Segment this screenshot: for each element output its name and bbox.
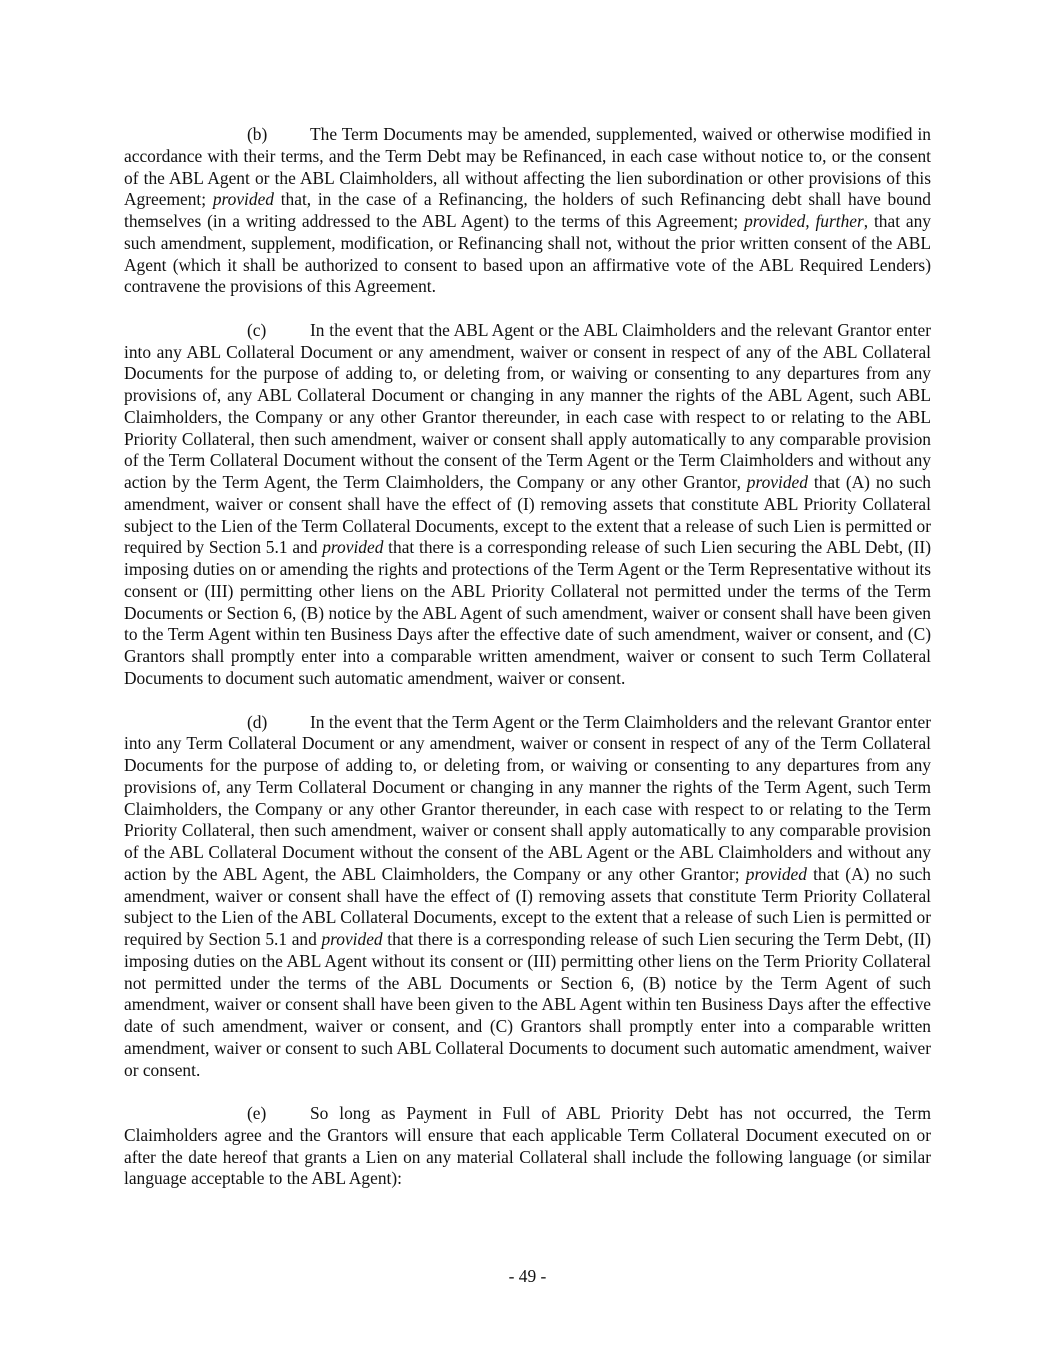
- paragraph-c-italic-2: provided: [322, 537, 384, 558]
- paragraph-c-text-2: that (A) no such amendment, waiver or consent shall have the effect of (I) removing assets that constitute ABL Priority Collateral subject to the Lien of the Term Collateral Documents, except to the extent that a release of such Lien is permitted or required by Section 5.1 and: [124, 472, 931, 558]
- paragraph-c-text-3: that there is a corresponding release of such Lien securing the ABL Debt, (II) imposing duties on or amending the rights and protections of the Term Agent or the Term Representative without its consent or (III) permitting other liens on the ABL Priority Collateral not permitted under the terms of the Term Documents or Section 6, (B) notice by the ABL Agent of such amendment, waiver or consent shall have been given to the Term Agent within ten Business Days after the effective date of such amendment, waiver or consent, and (C) Grantors shall promptly enter into a comparable written amendment, waiver or consent to such Term Collateral Documents to document such automatic amendment, waiver or consent.: [124, 537, 932, 688]
- paragraph-b-label: (b): [247, 124, 268, 144]
- paragraph-b-italic-2: provided, further: [744, 211, 864, 231]
- paragraph-e-text-1: So long as Payment in Full of ABL Priority Debt has not occurred, the Term Claimholders agree and the Grantors will ensure that each applicable Term Collateral Document executed on or after the date hereof that grants a Lien on any material Collateral shall include the following language (or similar language acceptable to the ABL Agent):: [124, 1103, 931, 1189]
- paragraph-d-italic-2: provided: [321, 929, 383, 950]
- paragraph-d-text-1: In the event that the Term Agent or the Term Claimholders and the relevant Grantor enter into any Term Collateral Document or any amendment, waiver or consent in respect of any of the Term Collateral Documents for the purpose of adding to, or deleting from, or waiving or consenting to any departures from any provisions of, any Term Collateral Document or changing in any manner the rights of the Term Agent, such Term Claimholders, the Company or any other Grantor thereunder, in each case with respect to or relating to the Term Priority Collateral, then such amendment, waiver or consent shall apply automatically to any comparable provision of the ABL Collateral Document without the consent of the ABL Agent or the ABL Claimholders and without any action by the ABL Agent, the ABL Claimholders, the Company or any other Grantor;: [124, 711, 931, 884]
- document-page: [124, 124, 931, 1212]
- paragraph-e-label: (e): [247, 1103, 267, 1124]
- paragraph-b: [124, 124, 931, 298]
- paragraph-b-italic-1: provided: [212, 189, 274, 210]
- paragraph-c-italic-1: provided: [746, 472, 808, 493]
- paragraph-e: [124, 1103, 931, 1190]
- paragraph-c-text-1: In the event that the ABL Agent or the ABL Claimholders and the relevant Grantor enter into any ABL Collateral Document or any amendment, waiver or consent in respect of any of the ABL Collateral Documents for the purpose of adding to, or deleting from, or waiving or consenting to any departures from any provisions of, any ABL Collateral Document or changing in any manner the rights of the ABL Agent, such ABL Claimholders, the Company or any other Grantor thereunder, in each case with respect to or relating to the ABL Priority Collateral, then such amendment, waiver or consent shall apply automatically to any comparable provision of the Term Collateral Document without the consent of the Term Agent or the Term Claimholders and without any action by the Term Agent, the Term Claimholders, the Company or any other Grantor,: [124, 319, 931, 493]
- page-number: - 49 -: [508, 1266, 547, 1286]
- paragraph-b-text-3: , that any such amendment, supplement, modification, or Refinancing shall not, without the prior written consent of the ABL Agent (which it shall be authorized to consent to based upon an affirmative vote of the ABL Required Lenders) contravene the provisions of this Agreement.: [124, 211, 931, 297]
- paragraph-d: [124, 712, 931, 1082]
- paragraph-b-text-2: that, in the case of a Refinancing, the holders of such Refinancing debt shall have bound themselves (in a writing addressed to the ABL Agent) to the terms of this Agreement;: [124, 189, 931, 231]
- paragraph-b-text-1: The Term Documents may be amended, supplemented, waived or otherwise modified in accordance with their terms, and the Term Debt may be Refinanced, in each case without notice to, or the consent of the ABL Agent or the ABL Claimholders, all without affecting the lien subordination or other provisions of this Agreement;: [124, 124, 931, 210]
- paragraph-d-text-2: that (A) no such amendment, waiver or consent shall have the effect of (I) removing assets that constitute Term Priority Collateral subject to the Lien of the ABL Collateral Documents, except to the extent that a release of such Lien is permitted or required by Section 5.1 and: [124, 863, 931, 950]
- paragraph-d-label: (d): [247, 711, 268, 732]
- paragraph-c: [124, 320, 931, 690]
- paragraph-d-text-3: that there is a corresponding release of such Lien securing the Term Debt, (II) imposing duties on the ABL Agent without its consent or (III) permitting other liens on the Term Priority Collateral not permitted under the terms of the ABL Documents or Section 6, (B) notice by the Term Agent of such amendment, waiver or consent shall have been given to the ABL Agent within ten Business Days after the effective date of such amendment, waiver or consent, and (C) Grantors shall promptly enter into a comparable written amendment, waiver or consent to such ABL Collateral Documents to document such automatic amendment, waiver or consent.: [124, 929, 932, 1080]
- paragraph-c-label: (c): [247, 319, 267, 340]
- paragraph-d-italic-1: provided: [745, 863, 807, 884]
